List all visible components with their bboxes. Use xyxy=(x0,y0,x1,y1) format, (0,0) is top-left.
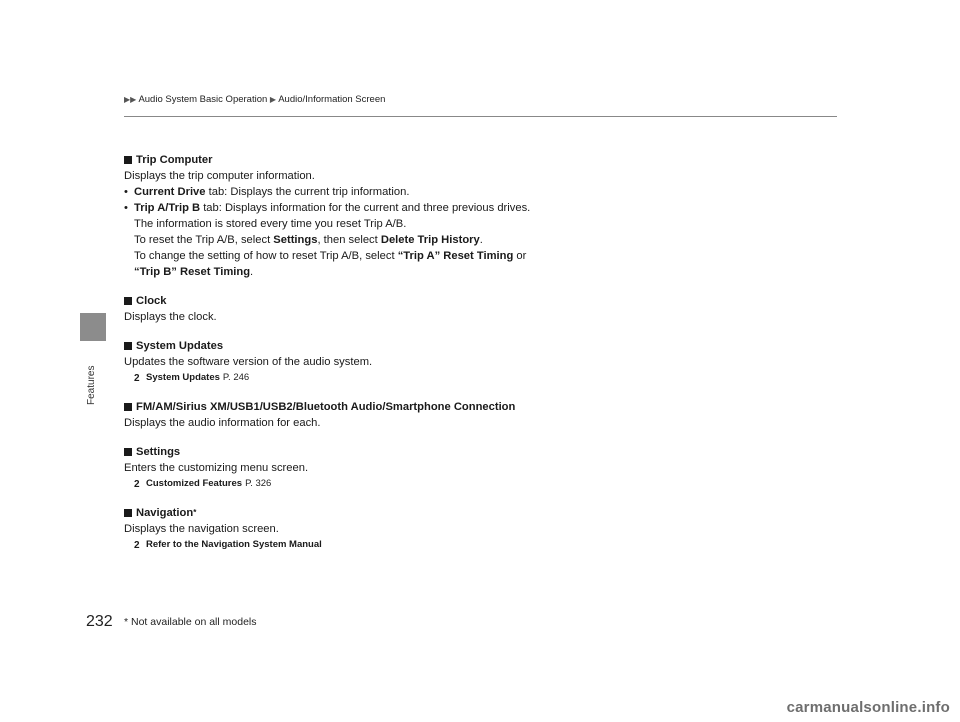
watermark: carmanualsonline.info xyxy=(786,699,950,716)
section-text: Displays the navigation screen. xyxy=(124,523,279,535)
section-heading: Navigation * xyxy=(124,505,684,521)
cross-reference-link[interactable]: 2 Customized Features P. 326 xyxy=(134,478,272,490)
header-divider xyxy=(124,116,837,117)
bullet-icon: • xyxy=(124,202,128,214)
section-text: “Trip B” Reset Timing. xyxy=(134,266,254,278)
section-text: Displays the audio information for each. xyxy=(124,417,321,429)
footnote: * Not available on all models xyxy=(124,616,257,628)
section-text: To reset the Trip A/B, select Settings, then select Delete Trip History. xyxy=(134,234,483,246)
page-number: 232 xyxy=(86,613,113,630)
square-bullet-icon xyxy=(124,509,132,517)
section-heading: FM/AM/Sirius XM/USB1/USB2/Bluetooth Audio/Smartphone Connection xyxy=(124,399,684,415)
section-heading: Settings xyxy=(124,444,684,460)
section-text: The information is stored every time you reset Trip A/B. xyxy=(134,218,407,230)
section-heading: Trip Computer xyxy=(124,152,684,168)
breadcrumb xyxy=(124,94,385,105)
breadcrumb-item: Audio/Information Screen xyxy=(278,94,386,105)
breadcrumb-arrow-icon: ▶▶ xyxy=(124,95,137,104)
list-item: • Trip A/Trip B tab: Displays information for the current and three previous drives. xyxy=(124,202,531,214)
section-heading: Clock xyxy=(124,293,684,309)
bullet-icon: • xyxy=(124,186,128,198)
square-bullet-icon xyxy=(124,342,132,350)
section-tab-marker xyxy=(80,313,106,341)
square-bullet-icon xyxy=(124,448,132,456)
section-text: Displays the trip computer information. xyxy=(124,170,315,182)
square-bullet-icon xyxy=(124,297,132,305)
section-text: Displays the clock. xyxy=(124,311,217,323)
reference-arrow-icon: 2 xyxy=(134,372,140,384)
section-tab-label: Features xyxy=(86,365,97,405)
page-content xyxy=(124,152,684,553)
cross-reference-link[interactable]: 2 Refer to the Navigation System Manual xyxy=(134,539,322,551)
cross-reference-link[interactable]: 2 System Updates P. 246 xyxy=(134,372,250,384)
section-text: Enters the customizing menu screen. xyxy=(124,462,309,474)
list-item: • Current Drive tab: Displays the current trip information. xyxy=(124,186,410,198)
square-bullet-icon xyxy=(124,156,132,164)
section-text: To change the setting of how to reset Trip A/B, select “Trip A” Reset Timing or xyxy=(134,250,527,262)
section-text: Updates the software version of the audio system. xyxy=(124,356,373,368)
breadcrumb-item[interactable]: Audio System Basic Operation xyxy=(138,94,268,105)
reference-arrow-icon: 2 xyxy=(134,478,140,490)
reference-arrow-icon: 2 xyxy=(134,539,140,551)
square-bullet-icon xyxy=(124,403,132,411)
section-heading: System Updates xyxy=(124,338,684,354)
breadcrumb-arrow-icon: ▶ xyxy=(269,95,277,104)
